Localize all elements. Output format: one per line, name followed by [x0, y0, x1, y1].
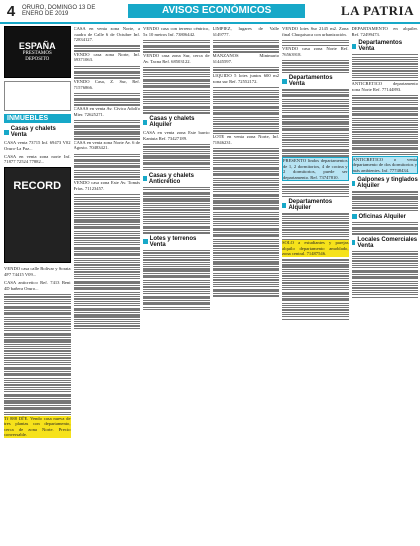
espana-logo: ESPAÑA	[18, 41, 56, 51]
category-heading: Casas y chalets Anticrético	[143, 173, 210, 185]
category-heading: Departamentos Alquiler	[282, 199, 349, 211]
column-6	[352, 26, 419, 542]
newspaper-brand: LA PATRIA	[341, 3, 414, 18]
listing: VENDO casa zona Este Av. Tomás Frías. 71123457.	[73, 180, 140, 192]
category-heading: Galpones y tinglados Alquiler	[352, 177, 419, 189]
category-heading: Casas y chalets Venta	[4, 126, 71, 138]
listing: CASA venta 73715 Inf. 69473 V02 Oruro-La Paz...	[4, 140, 71, 151]
listing: CASAS en venta Av. Cívica Adolfo Mier. 72625271.	[73, 106, 140, 117]
listing: VENDO casa calle Bolivar y Sorata 4P7 74415 V09...	[4, 266, 71, 277]
category-heading: Departamentos Venta	[282, 75, 349, 87]
listing: ANTICRETICO departamento zona Norte Ref. 77144893.	[351, 81, 418, 92]
highlighted-listing: Tf 888 DÍ'E. Vendo casa nueva de tres plantas con departamento, cerca de zona Norte. Precio conversable.	[4, 415, 71, 438]
column-3	[143, 26, 210, 542]
espana-line-2: DEPOSITO	[25, 57, 50, 62]
column-2	[74, 26, 141, 542]
highlighted-listing: SOLO a estudiantes y parejas alquilo departamento amoblado, zona central. 71487546.	[282, 240, 349, 257]
listing: VENDO casa zona Sur, cerca de Av. Tacna Ref. 68503122.	[143, 53, 210, 64]
listing: VENDO Casa, Z. Sur, Ref. 71576866.	[73, 78, 140, 90]
category-heading: Departamentos Venta	[352, 40, 419, 52]
listing: CASA en venta zona Este barrio Kantuta Ref. 73427189.	[143, 130, 210, 141]
record-logo: RECORD	[13, 180, 62, 193]
category-heading: Oficinas Alquiler	[352, 214, 419, 220]
publication-date: ORURO, DOMINGO 13 DE ENERO DE 2019	[22, 5, 96, 17]
listing: LIQUIDO 5 lotes juntos 600 m2 zona sur Ref. 72552172.	[212, 73, 279, 84]
highlighted-listing: PRESENTO lindos departamentos de 1, 2 dormitorios, 4 de cocina y 2 dormitorios, puede ser departamento. Ref. 73747810.	[283, 157, 348, 180]
highlighted-listing: ANTICRETICO o venta departamento de dos dormitorios y más ambientes. Inf. 77748434.	[352, 156, 417, 173]
record-ad	[4, 167, 71, 263]
listing: VENDO casa zona Norte Ref. 76563918.	[282, 46, 349, 57]
column-1	[4, 26, 71, 542]
section-title: AVISOS ECONÓMICOS	[128, 4, 305, 18]
header-rule	[0, 22, 420, 24]
espana-line-1: PRESTAMOS	[22, 51, 52, 56]
listing: VENDO lotes Sur 2145 m2. Zona final Chuquisaca con urbanización.	[282, 26, 349, 37]
inmuebles-banner: INMUEBLES	[4, 114, 71, 123]
category-heading: Locales Comerciales Venta	[352, 237, 419, 249]
listing: DEPARTAMENTO en alquiler. Ref. 72499473.	[351, 26, 418, 37]
listing: MANZANOS Minimario 61445597.	[212, 53, 279, 64]
page-header	[0, 0, 420, 22]
column-5	[282, 26, 349, 542]
category-heading: Lotes y terrenos Venta	[143, 236, 210, 248]
listing: VENDO casa zona Norte, Inf. 69371063.	[73, 51, 140, 63]
listing: LOTE en venta zona Norte, Inf. 71846231.	[212, 134, 279, 145]
classifieds-columns	[4, 26, 418, 542]
listing: CASA en venta zona norte Inf. 71877 72524 77882...	[4, 153, 71, 165]
small-ad	[4, 81, 71, 111]
listing: CASA en venta zona Norte, a cuadra de Calle 6 de Octubre Inf. 72834127.	[73, 26, 140, 43]
espana-ad	[4, 26, 71, 78]
listing: LIMPIEZ, lugares de Valle 6149777.	[212, 26, 279, 37]
column-4	[213, 26, 280, 542]
category-heading: Casas y chalets Alquiler	[143, 116, 210, 128]
page-number: 4	[6, 2, 16, 20]
listing: CASA en venta zona Norte Av. 6 de Agosto. 70483421.	[73, 139, 140, 151]
listing: CASA anticretico Ref. 7413 Beni 4D bañera Oruro...	[4, 280, 71, 291]
listing: VENDO casa con terreno céntrico, 5x 10 metros Inf. 73806442.	[143, 26, 210, 37]
